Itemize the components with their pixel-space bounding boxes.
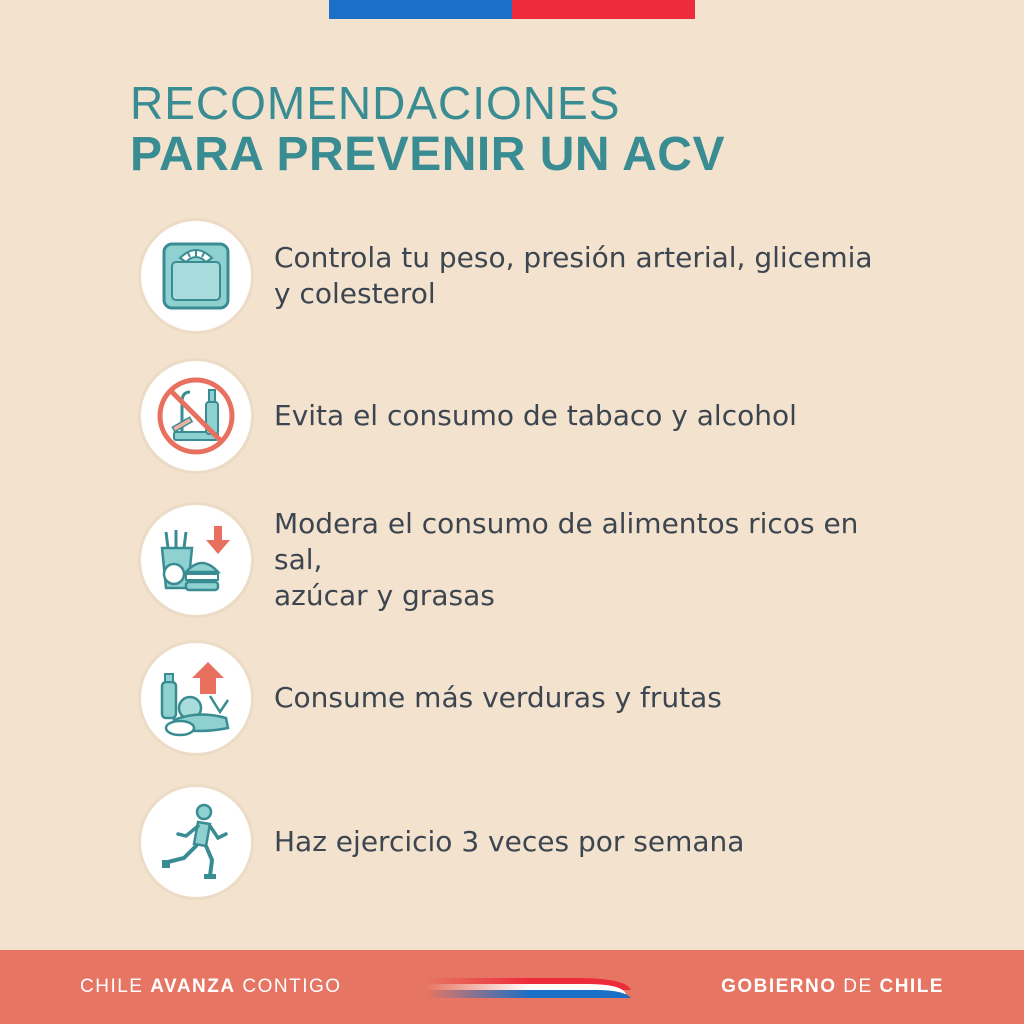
recommendation-vegetables <box>138 640 914 756</box>
recommendation-tobacco <box>138 358 914 474</box>
recommendation-line: Consume más verduras y frutas <box>274 681 722 714</box>
weight-scale-icon <box>138 218 254 334</box>
recommendation-text <box>274 506 914 614</box>
recommendation-text <box>274 398 914 434</box>
recommendation-line: Haz ejercicio 3 veces por semana <box>274 825 745 858</box>
recommendation-exercise <box>138 784 914 900</box>
footer-government-part: GOBIERNO <box>721 976 837 997</box>
recommendation-line: Modera el consumo de alimentos ricos en sal, <box>274 507 859 576</box>
title-line-2: PARA PREVENIR UN ACV <box>130 128 725 181</box>
recommendation-line: azúcar y grasas <box>274 579 495 612</box>
recommendation-text <box>274 240 914 312</box>
footer-slogan-part: CHILE <box>80 976 151 997</box>
recommendation-line: Evita el consumo de tabaco y alcohol <box>274 399 797 432</box>
footer-slogan-part: AVANZA <box>150 976 236 997</box>
recommendation-line: y colesterol <box>274 277 436 310</box>
flag-swoosh-icon <box>426 970 636 1004</box>
recommendation-food <box>138 502 914 618</box>
title-line-1: RECOMENDACIONES <box>130 77 621 129</box>
footer-slogan-part: CONTIGO <box>235 976 342 997</box>
runner-icon <box>138 784 254 900</box>
flag-blue-stripe <box>329 0 512 19</box>
footer <box>0 950 1024 1024</box>
footer-government-part: DE <box>836 976 880 997</box>
flag-red-stripe <box>512 0 695 19</box>
recommendation-line: Controla tu peso, presión arterial, glicemia <box>274 241 873 274</box>
footer-slogan <box>80 976 342 998</box>
footer-government-part: CHILE <box>879 976 944 997</box>
fast-food-down-icon <box>138 502 254 618</box>
recommendation-weight <box>138 218 914 334</box>
vegetables-up-icon <box>138 640 254 756</box>
page-title <box>130 78 725 182</box>
recommendation-text <box>274 680 914 716</box>
recommendation-text <box>274 824 914 860</box>
no-tobacco-alcohol-icon <box>138 358 254 474</box>
flag-bar <box>329 0 695 19</box>
footer-government <box>721 976 944 998</box>
